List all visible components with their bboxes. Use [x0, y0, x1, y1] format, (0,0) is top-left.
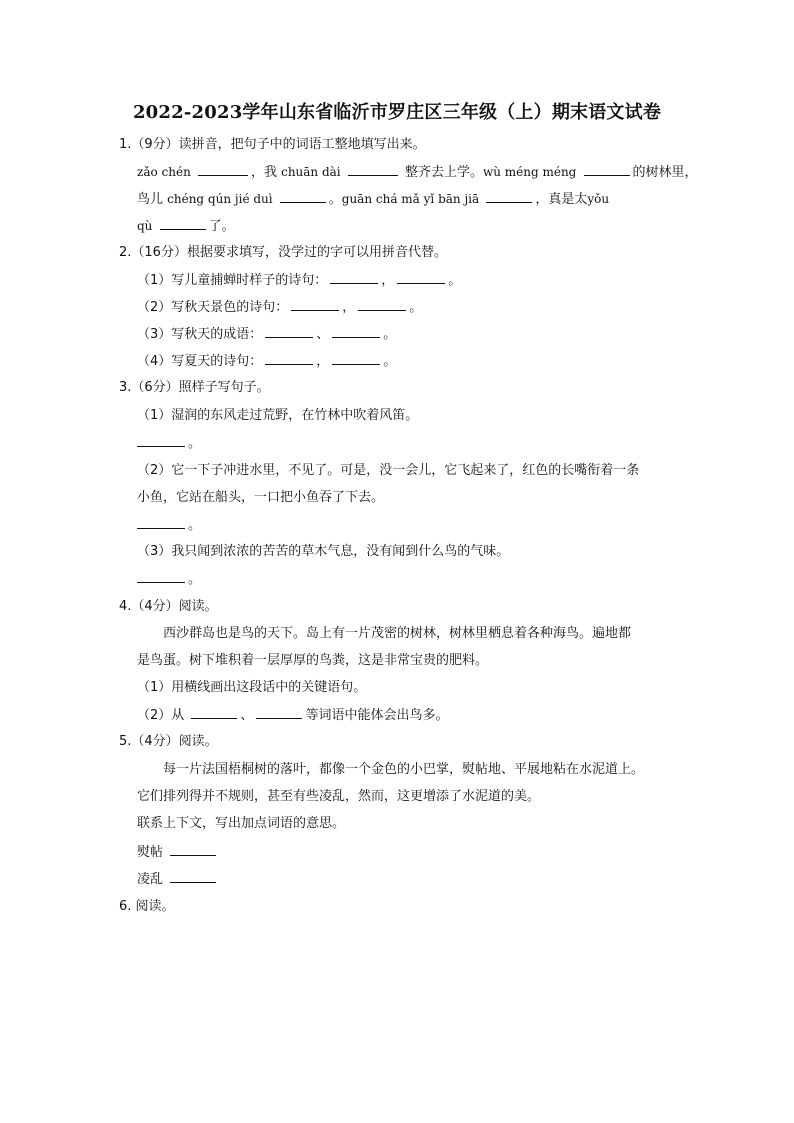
answer-blank[interactable] [160, 217, 206, 230]
q1-line-1 [137, 163, 698, 182]
answer-blank[interactable] [170, 870, 216, 883]
q4-prompt: 等词语中能体会出鸟多。 [305, 708, 449, 723]
answer-blank[interactable] [137, 434, 185, 447]
q1-text: 的树林里， [632, 165, 698, 180]
q3-item-3: （3）我只闻到浓浓的苦苦的草木气息，没有闻到什么鸟的气味。 [137, 544, 510, 559]
q2-prompt: （4）写夏天的诗句： [137, 354, 263, 369]
answer-blank[interactable] [265, 325, 313, 338]
q4-passage-line-1: 西沙群岛也是鸟的天下。岛上有一片茂密的树林，树林里栖息着各种海鸟。遍地都 [163, 626, 632, 641]
answer-blank[interactable] [191, 706, 237, 719]
pinyin-zaochen: zǎo chén [137, 165, 191, 179]
answer-blank[interactable] [170, 843, 216, 856]
q6-stem: 6. 阅读。 [119, 899, 175, 914]
q2-item-2 [137, 298, 422, 317]
q2-item-4 [137, 352, 396, 371]
q1-line-2 [137, 190, 609, 209]
punct: 。 [383, 354, 397, 369]
q1-text: 了。 [208, 219, 235, 234]
q4-item-1: （1）用横线画出这段话中的关键语句。 [137, 680, 367, 695]
punct: 。 [383, 327, 397, 342]
q4-stem: 4.（4分）阅读。 [119, 599, 218, 614]
answer-blank[interactable] [486, 190, 532, 203]
q5-word: 熨帖 [137, 845, 164, 860]
q1-stem: 1.（9分）读拼音，把句子中的词语工整地填写出来。 [119, 137, 426, 152]
punct: 。 [188, 572, 202, 587]
q3-item-2a: （2）它一下子冲进水里，不见了。可是，没一会儿，它飞起来了，红色的长嘴衔着一条 [137, 463, 640, 478]
q1-line-3 [137, 217, 235, 236]
answer-blank[interactable] [332, 325, 380, 338]
q2-prompt: （3）写秋天的成语： [137, 327, 263, 342]
answer-blank[interactable] [198, 163, 248, 176]
answer-blank[interactable] [584, 163, 630, 176]
punct: 。 [409, 300, 423, 315]
q1-text: 。 [328, 192, 342, 207]
answer-blank[interactable] [397, 271, 445, 284]
answer-blank[interactable] [358, 298, 406, 311]
pinyin-you: yǒu [587, 192, 610, 206]
punct: 、 [316, 327, 330, 342]
q5-word-2 [137, 870, 219, 889]
pinyin-guanchamayibanjia: guān chá mǎ yǐ bān jiā [341, 192, 480, 206]
q5-passage-line-1: 每一片法国梧桐树的落叶，都像一个金色的小巴掌，熨帖地、平展地粘在水泥道上。 [163, 762, 645, 777]
q2-stem: 2.（16分）根据要求填写，没学过的字可以用拼音代替。 [119, 245, 447, 260]
q4-item-2 [137, 706, 448, 725]
q3-answer-2 [137, 516, 201, 535]
punct: 。 [188, 518, 202, 533]
q5-instruction: 联系上下文，写出加点词语的意思。 [137, 816, 346, 831]
punct: 。 [188, 436, 202, 451]
answer-blank[interactable] [332, 352, 380, 365]
q5-stem: 5.（4分）阅读。 [119, 734, 218, 749]
q5-word-1 [137, 843, 219, 862]
answer-blank[interactable] [330, 271, 378, 284]
answer-blank[interactable] [137, 516, 185, 529]
answer-blank[interactable] [256, 706, 302, 719]
q2-item-1 [137, 271, 461, 290]
answer-blank[interactable] [291, 298, 339, 311]
punct: ， [342, 300, 356, 315]
answer-blank[interactable] [265, 352, 313, 365]
q3-answer-1 [137, 434, 201, 453]
page-title: 2022-2023学年山东省临沂市罗庄区三年级（上）期末语文试卷 [132, 102, 662, 123]
q4-passage-line-2: 是鸟蛋。树下堆积着一层厚厚的鸟粪，这是非常宝贵的肥料。 [137, 653, 489, 668]
punct: ， [381, 273, 395, 288]
pinyin-chengqunjiedui: chéng qún jié duì [167, 192, 273, 206]
q3-item-2b: 小鱼，它站在船头，一口把小鱼吞了下去。 [137, 490, 385, 505]
answer-blank[interactable] [280, 190, 326, 203]
q1-text: ，真是太 [535, 192, 588, 207]
q5-passage-line-2: 它们排列得并不规则，甚至有些凌乱，然而，这更增添了水泥道的美。 [137, 789, 541, 804]
q1-text: ，我 [250, 165, 277, 180]
q4-prompt: （2）从 [137, 708, 185, 723]
punct: 、 [240, 708, 254, 723]
answer-blank[interactable] [348, 163, 398, 176]
answer-blank[interactable] [137, 570, 185, 583]
q3-stem: 3.（6分）照样子写句子。 [119, 380, 270, 395]
q3-item-1: （1）湿润的东风走过荒野，在竹林中吹着风笛。 [137, 408, 419, 423]
q3-answer-3 [137, 570, 201, 589]
q1-text: 整齐去上学。 [404, 165, 483, 180]
q2-item-3 [137, 325, 396, 344]
pinyin-chuandai: chuān dài [281, 165, 341, 179]
q1-text: 鸟儿 [137, 192, 164, 207]
q5-word: 凌乱 [137, 872, 164, 887]
q2-prompt: （2）写秋天景色的诗句： [137, 300, 289, 315]
punct: 。 [448, 273, 462, 288]
punct: ， [316, 354, 330, 369]
q2-prompt: （1）写儿童捕蝉时样子的诗句： [137, 273, 328, 288]
pinyin-qu: qù [137, 219, 153, 233]
pinyin-wumengmeng: wù méng méng [482, 165, 577, 179]
